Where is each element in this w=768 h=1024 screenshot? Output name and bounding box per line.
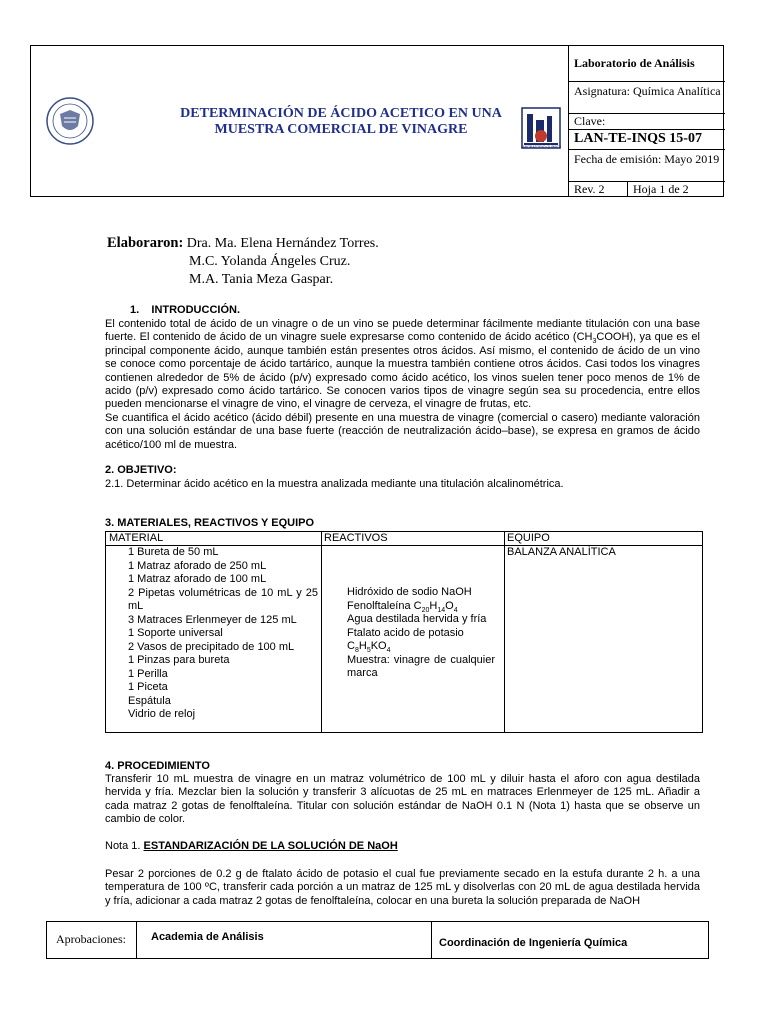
list-item: Espátula	[128, 694, 171, 707]
lab-logo-icon	[521, 106, 561, 150]
list-item: Ftalato acido de potasio	[347, 626, 464, 639]
authors-block	[107, 234, 379, 289]
col-header-equipo: EQUIPO	[507, 532, 550, 544]
list-item: 1 Bureta de 50 mL	[128, 546, 219, 558]
header-info-panel	[568, 46, 725, 196]
author-1: Dra. Ma. Elena Hernández Torres.	[186, 236, 379, 251]
revision-row	[569, 182, 725, 196]
list-item: 1 Perilla	[128, 667, 168, 680]
document-title: DETERMINACIÓN DE ÁCIDO ACETICO EN UNA MUESTRA COMERCIAL DE VINAGRE	[180, 106, 502, 137]
page-count: Hoja 1 de 2	[633, 182, 689, 196]
note-text: Pesar 2 porciones de 0.2 g de ftalato ácido de potasio el cual fue previamente secado en la estufa durante 2 h. a una temperatura de 100 ºC, transferir cada porción a un matraz de 125 mL y disolverlas con 20 mL de agua destilada hervida y fría, adicionar a cada matraz 2 gotas de fenolftaleína, colocar en una bureta la solución preparada de NaOH	[105, 868, 700, 907]
list-item: Hidróxido de sodio NaOH	[347, 586, 472, 598]
approval-academia: Academia de Análisis	[151, 931, 264, 943]
reagent-list	[347, 586, 495, 681]
approval-coordinacion: Coordinación de Ingeniería Química	[439, 937, 628, 949]
procedure-text: Transferir 10 mL muestra de vinagre en un matraz volumétrico de 100 mL y diluir hasta el aforo con agua destilada hervida y fría. Mezclar bien la solución y transferir 3 alícuotas de 25 mL en matraces Erlenmeyer de 125 mL. Añadir a cada matraz 2 gotas de fenolftaleína. Titular con solución estándar de NaOH 0.1 N (Nota 1) hasta que se observe un cambio de color.	[105, 773, 700, 826]
intro-paragraph-2: Se cuantifica el ácido acético (ácido débil) presente en una muestra de vinagre (comercial o casero) mediante valoración con una solución estándar de una base fuerte (reacción de neutralización ácido–base), se expresa en gramos de ácido acético/100 ml de muestra.	[105, 411, 700, 451]
list-item: 1 Soporte universal	[128, 627, 223, 639]
list-item: $C_8H_5KO_4$	[347, 640, 391, 655]
document-header	[30, 45, 724, 197]
col-header-reactivos: REACTIVOS	[324, 532, 388, 544]
list-item: Vidrio de reloj	[128, 708, 196, 720]
lab-name: Laboratorio de Análisis	[569, 46, 725, 82]
list-item: 2 Pipetas volumétricas de 10 mL y 25 mL	[128, 586, 318, 612]
issue-date: Fecha de emisión: Mayo 2019	[569, 150, 725, 182]
lab-logo-text: LABORATORIO QUÍMICA	[521, 145, 561, 149]
intro-heading: 1. INTRODUCCIÓN.	[130, 304, 241, 316]
equipment-list	[507, 546, 616, 560]
list-item: Muestra: vinagre de cualquier marca	[347, 653, 495, 679]
document-code: LAN-TE-INQS 15-07	[569, 130, 725, 150]
objective-text: 2.1. Determinar ácido acético en la muestra analizada mediante una titulación alcalinométrica.	[105, 478, 564, 490]
materials-table	[105, 531, 703, 733]
list-item: BALANZA ANALÍTICA	[507, 546, 616, 558]
code-label: Clave:	[569, 114, 725, 130]
revision: Rev. 2	[574, 182, 605, 196]
list-item: 1 Matraz aforado de 250 mL	[128, 559, 267, 572]
author-2: M.C. Yolanda Ángeles Cruz.	[189, 254, 351, 269]
university-seal-icon	[45, 96, 95, 146]
procedure-heading: 4. PROCEDIMIENTO	[105, 760, 210, 772]
list-item: 1 Pinzas para bureta	[128, 654, 230, 666]
subject: Asignatura: Química Analítica	[569, 82, 725, 114]
approvals-label: Aprobaciones:	[56, 932, 126, 946]
list-item: Agua destilada hervida y fría	[347, 613, 487, 625]
approvals-footer	[46, 921, 709, 959]
list-item: 3 Matraces Erlenmeyer de 125 mL	[128, 613, 297, 626]
objective-heading: 2. OBJETIVO:	[105, 464, 177, 476]
material-list	[128, 546, 318, 722]
list-item: 1 Matraz aforado de 100 mL	[128, 573, 267, 585]
list-item: 1 Piceta	[128, 681, 168, 693]
materials-heading: 3. MATERIALES, REACTIVOS Y EQUIPO	[105, 517, 315, 529]
note-heading: Nota 1. ESTANDARIZACIÓN DE LA SOLUCIÓN DE NaOH	[105, 840, 398, 852]
col-header-material: MATERIAL	[109, 532, 164, 544]
list-item: 2 Vasos de precipitado de 100 mL	[128, 640, 295, 653]
list-item: Fenolftaleína $C_{20}H_{14}O_4$	[347, 599, 458, 614]
authors-label: Elaboraron:	[107, 235, 184, 251]
intro-body: El contenido total de ácido de un vinagre o de un vino se puede determinar fácilmente mediante titulación con una base fuerte. El contenido de ácido de un vinagre suele expresarse como contenido de ácido acético $(CH_3COOH)$, ya que es el principal componente ácido, aunque también están presentes otros ácidos. Así mismo, el contenido de ácido de un vino se conoce como porcentaje de ácido tartárico, aunque la muestra también contiene otros ácidos. Casi todos los vinagres contienen alrededor de 5% de ácido (p/v) expresado como ácido acético, los vinos suelen tener poco menos de 1% de acido (p/v) expresado como ácido tartárico. Se conocen varios tipos de vinagre según sea su procedencia, entre ellos pueden mencionarse el vinagre de vino, el vinagre de cerveza, el vinagre de frutas, etc. Se cuantifica el ácido acético (ácido débil) presente en una muestra de vinagre (comercial o casero) mediante valoración con una solución estándar de una base fuerte (reacción de neutralización ácido–base), se expresa en gramos de ácido acético/100 ml de muestra.	[105, 318, 700, 451]
author-3: M.A. Tania Meza Gaspar.	[189, 272, 334, 287]
